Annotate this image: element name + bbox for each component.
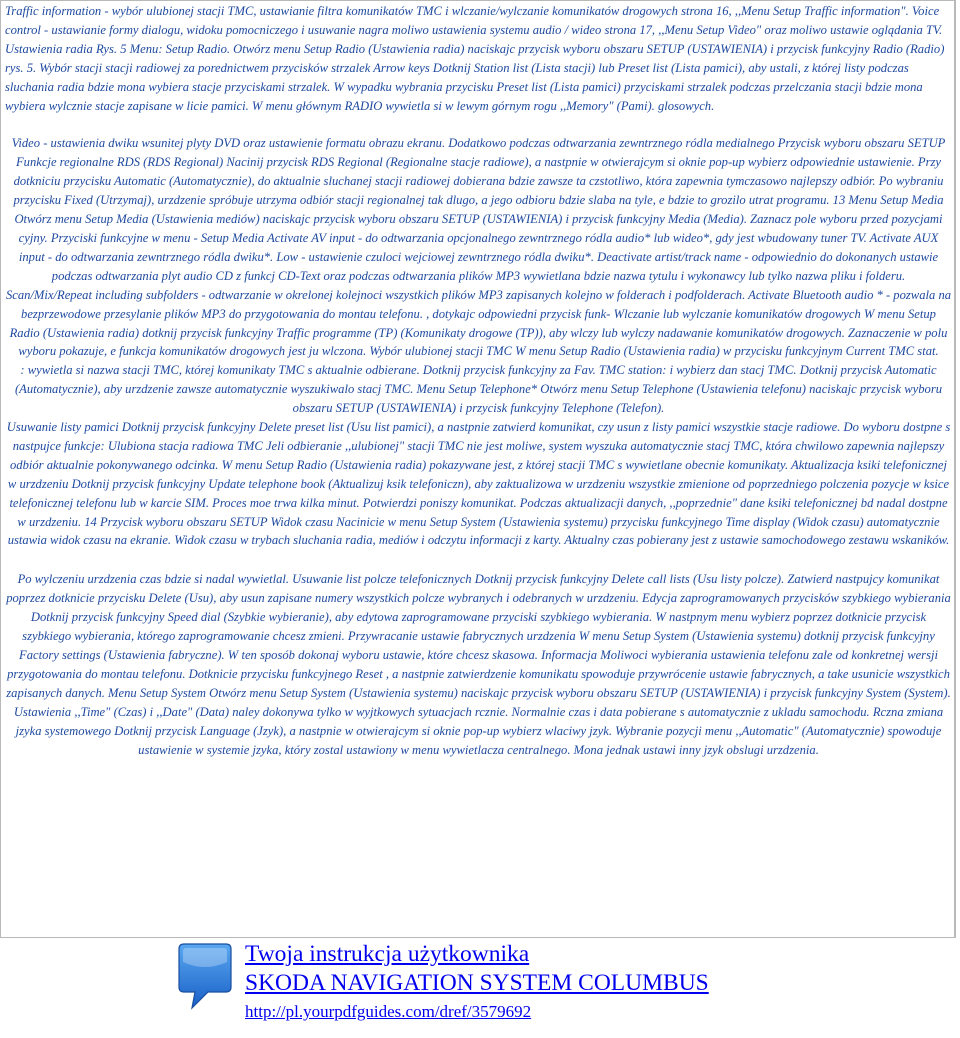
speech-bubble-logo-icon [178,942,232,1010]
url-link[interactable]: http://pl.yourpdfguides.com/dref/3579692 [245,1002,532,1021]
paragraph: : wywietla si nazwa stacji TMC, której komunikaty TMC s aktualnie odbierane. Dotknij przycisk funkcyjny za Fav. TMC station: i wybierz dan stacj TMC. Dotknij przycisk Automatic (Automatycznie), aby urzdzenie zawsze automatycznie wyszukiwalo stacj TMC. Menu Setup Telephone* Otwórz menu Setup Telephone (Ustawienia telefonu) naciskajc przycisk wyboru obszaru SETUP (USTAWIENIA) i przycisk funkcyjny Telephone (Telefon). [14,363,943,416]
paragraph: Scan/Mix/Repeat including subfolders - odtwarzanie w okrelonej kolejnoci wszystkich plików MP3 zapisanych kolejno w folderach i podfolderach. Activate Bluetooth audio * - pozwala na bezprzewodowe przesylanie plików MP3 do przygotowania do montau telefonu. , dotykajc odpowiedni przycisk funk- Wlczanie lub wylczanie komunikatów drogowych W menu Setup Radio (Ustawienia radia) dotknij przycisk funkcyjny Traffic programme (TP) (Komunikaty drogowe (TP)), aby wlczy lub wylczy nadawanie komunikatów drogowych. Zaznaczenie w polu wyboru pokazuje, e funkcja komunikatów drogowych jest ju wlczona. Wybór ulubionej stacji TMC W menu Setup Radio (Ustawienia radia) w przycisku funkcyjnym Current TMC stat. [5,287,952,359]
paragraph: Po wylczeniu urzdzenia czas bdzie si nadal wywietlal. Usuwanie list polcze telefonicznych Dotknij przycisk funkcyjny Delete call lists (Usu listy polcze). Zatwierd nastpujcy komunikat poprzez dotknicie przycisku Delete (Usu), aby usun zapisane numery wszystkich polcze wybranych i odebranych w urzdzeniu. Edycja zaprogramowanych przycisków szybkiego wybierania Dotknij przycisk funkcyjny Speed dial (Szybkie wybieranie), aby edytowa zaprogramowane przyciski szybkiego wybierania. W nastpnym menu wybierz poprzez dotknicie przycisk szybkiego wybierania, którego zaprogramowanie chcesz zmieni. Przywracanie ustawie fabrycznych urzdzenia W menu Setup System (Ustawienia systemu) dotknij przycisk funkcyjny Factory settings (Ustawienia fabryczne). W ten sposób dokonaj wyboru ustawie, które chcesz skasowa. Informacja Moliwoci wybierania ustawienia telefonu zale od konkretnej wersji przygotowania do montau telefonu. Dotknicie przycisku funkcyjnego Reset , a nastpnie zatwierdzenie komunikatu spowoduje przywrócenie ustawie fabrycznych, a take usunicie wszystkich zapisanych danych. Menu Setup System Otwórz menu Setup System (Ustawienia systemu) naciskajc przycisk wyboru obszaru SETUP (USTAWIENIA) i przycisk funkcyjny System (System). [6,572,951,700]
user-manual-link[interactable]: Twoja instrukcja użytkownika [245,941,530,967]
paragraph: Traffic information - wybór ulubionej stacji TMC, ustawianie filtra komunikatów TMC i wlczanie/wylczanie komunikatów drogowych strona 16, ,,Menu Setup Traffic information". Voice control - ustawianie formy dialogu, widoku pomocniczego i usuwanie nagra moliwo ustawienia systemu audio / wideo strona 17, ,,Menu Setup Video" oraz moliwo ustawie oglądania TV. Ustawienia radia Rys. 5 Menu: Setup Radio. Otwórz menu Setup Radio (Ustawienia radia) naciskajc przycisk wyboru obszaru SETUP (USTAWIENIA) i przycisk funkcyjny Radio (Radio) rys. 5. Wybór stacji stacji radiowej za porednictwem przycisków strzalek Arrow keys Dotknij Station list (Lista stacji) lub Preset list (Lista pamici), aby ustali, z której listy podczas sluchania radia bdzie mona wybiera stacje przyciskami strzalek. W wypadku wybrania przycisku Preset list (Lista pamici) przyciskami strzalek podczas przelczania stacji bdzie mona wybiera wylcznie stacje zapisane w licie pamici. W menu głównym RADIO wywietla si w lewym górnym rogu ,,Memory" (Pami). glosowych. [5,4,945,113]
paragraph: Usuwanie listy pamici Dotknij przycisk funkcyjny Delete preset list (Usu list pamici), a nastpnie zatwierd komunikat, czy usun z listy pamici wszystkie stacje radiowe. Do wyboru dostpne s nastpujce funkcje: Ulubiona stacja radiowa TMC Jeli odbieranie ,,ulubionej" stacji TMC nie jest moliwe, system wyszuka automatycznie stacj TMC, która chwilowo zapewnia najlepszy odbiór aktualnie pokonywanego odcinka. W menu Setup Radio (Ustawienia radia) pokazywane jest, z której stacji TMC s wywietlane obecnie komunikaty. Aktualizacja ksiki telefonicznej w urzdzeniu Dotknij przycisk funkcyjny Update telephone book (Aktualizuj ksik telefoniczn), aby zaktualizowa w urzdzeniu wszystkie zmienione od poprzedniego polczenia pozycje w ksice telefonicznej telefonu lub w karcie SIM. Proces moe trwa kilka minut. Potwierdzi poniszy komunikat. Podczas aktualizacji danych, ,,poprzednie" dane ksiki telefonicznej bd nadal dostpne w urzdzeniu. 14 Przycisk wyboru obszaru SETUP Widok czasu Nacinicie w menu Setup System (Ustawienia systemu) przycisku funkcyjnego Time display (Widok czasu) automatycznie ustawia widok czasu na ekranie. Widok czasu w trybach sluchania radia, mediów i odczytu informacji z karty. Aktualny czas pobierany jest z ustawie samochodowego zestawu wskaników. [6,420,951,548]
product-link[interactable]: SKODA NAVIGATION SYSTEM COLUMBUS [245,970,709,996]
footer [178,940,958,1034]
document-body [1,1,954,759]
paragraph: Ustawienia ,,Time" (Czas) i ,,Date" (Data) naley dokonywa tylko w wyjtkowych sytuacjach rcznie. Normalnie czas i data pobierane s automatycznie z ukladu samochodu. Rczna zmiana jzyka systemowego Dotknij przycisk Language (Jzyk), a nastpnie w otwierajcym si oknie pop-up wybierz wlaciwy jzyk. Wybranie pozycji menu ,,Automatic" (Automatycznie) spowoduje ustawienie w systemie jzyka, który zostal ustawiony w menu wywietlacza centralnego. Mona jednak ustawi inny jzyk obslugi urzdzenia. [13,704,944,757]
paragraph: Video - ustawienia dwiku wsunitej plyty DVD oraz ustawienie formatu obrazu ekranu. Dodatkowo podczas odtwarzania zewntrznego ródla medialnego Przycisk wyboru obszaru SETUP Funkcje regionalne RDS (RDS Regional) Nacinij przycisk RDS Regional (Regionalne stacje radiowe), a nastpnie w otwierajcym si oknie pop-up wybierz odpowiednie ustawienie. Przy dotkniciu przycisku Automatic (Automatycznie), do aktualnie sluchanej stacji radiowej dobierana bdzie zawsze ta czstotliwo, która zapewnia tymczasowo najlepszy odbiór. Po wybraniu przycisku Fixed (Utrzymaj), urzdzenie spróbuje utrzyma odbiór stacji regionalnej tak dlugo, a jego odbioru bdzie slaba na tyle, e bdzie to grozilo utrat programu. 13 Menu Setup Media Otwórz menu Setup Media (Ustawienia mediów) naciskajc przycisk wyboru obszaru SETUP (USTAWIENIA) i przycisk funkcyjny Media (Media). Zaznacz pole wyboru przed pozycjami cyjny. Przyciski funkcyjne w menu - Setup Media Activate AV input - do odtwarzania opcjonalnego zewntrznego ródla audio* lub wideo*, gdy jest wbudowany tuner TV. Activate AUX input - do odtwarzania zewntrznego ródla dwiku*. Low - ustawienie czuloci wejciowej zewntrznego ródla dwiku*. Deactivate artist/track name - odpowiednio do dokonanych ustawie podczas odtwarzania plyt audio CD z funkcj CD-Text oraz podczas odtwarzania plików MP3 wywietlana bdzie nazwa tytulu i wykonawcy lub tylko nazwa pliku i folderu. [11,136,946,283]
